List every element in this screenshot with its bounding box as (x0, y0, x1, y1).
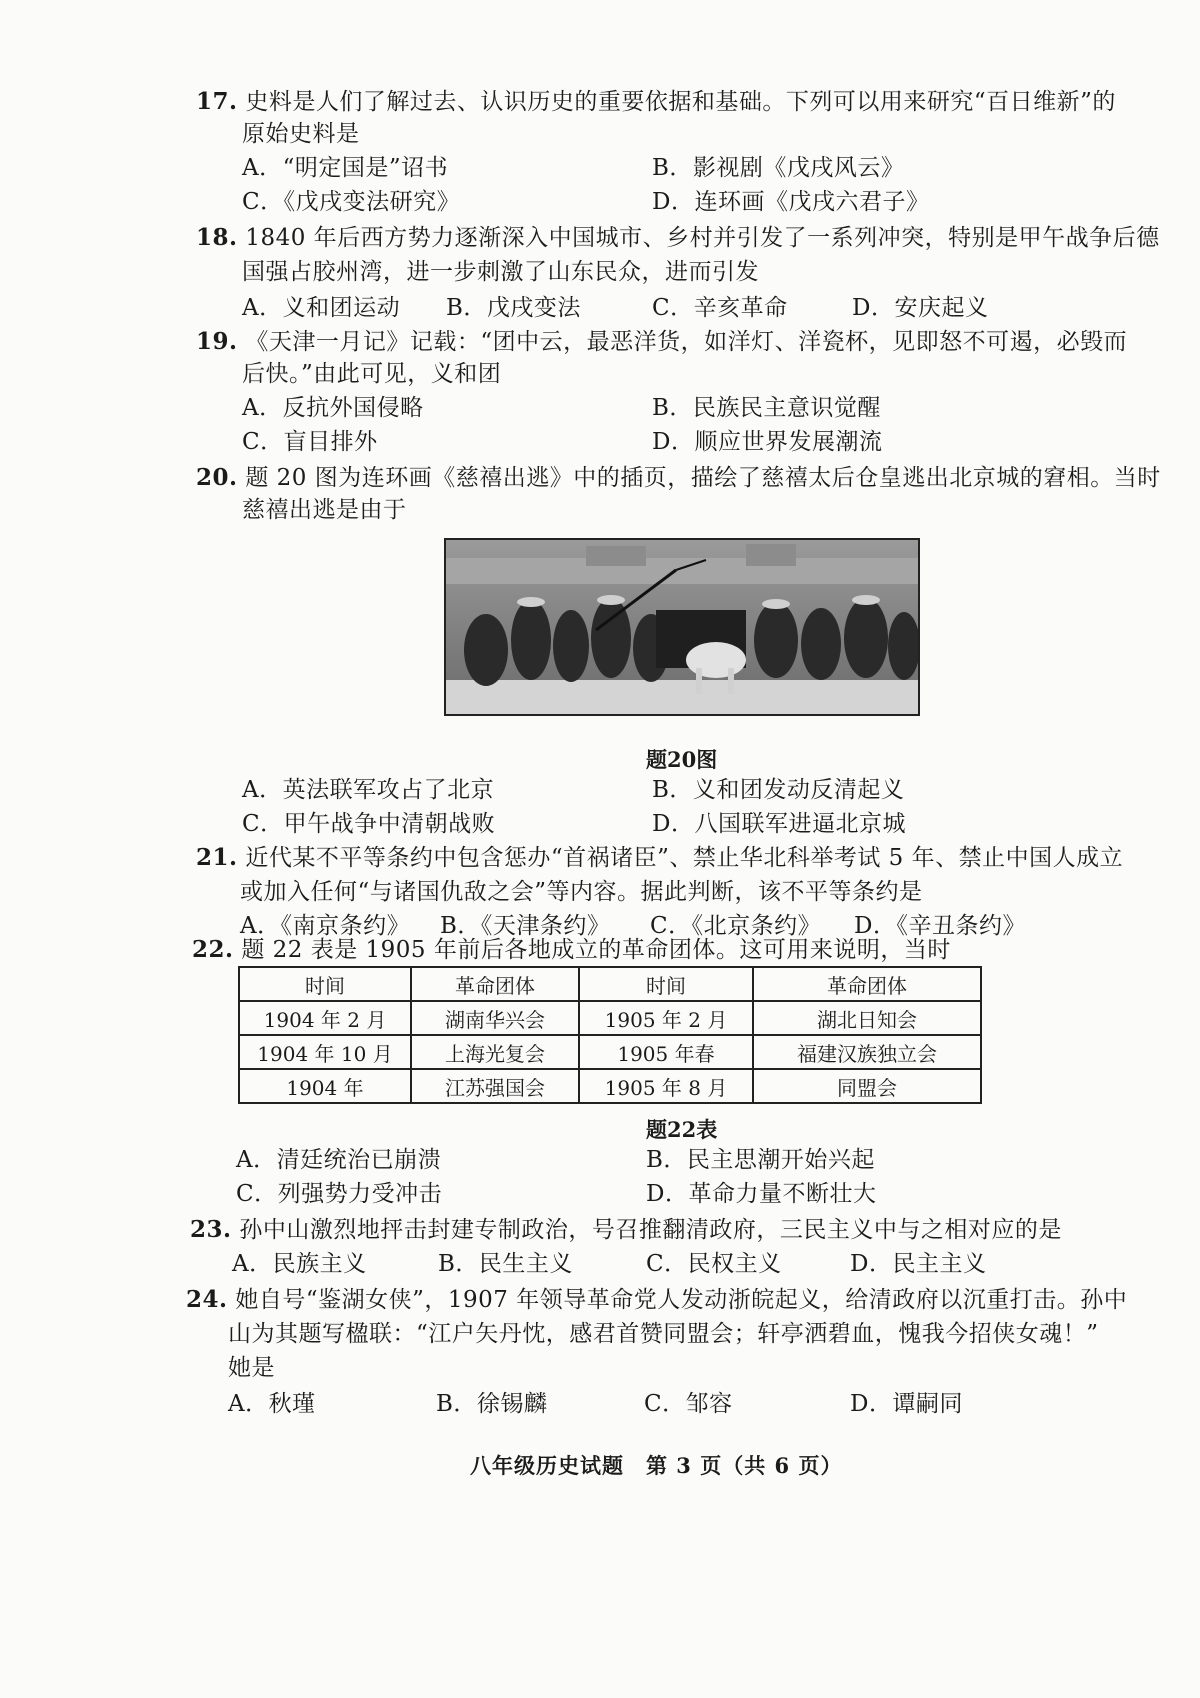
q20-stem-line1 (196, 462, 1161, 494)
q21-option-d: D．《辛丑条约》 (854, 913, 1026, 939)
q17-stem-line2: 原始史料是 (242, 121, 360, 147)
q17-stem-line1 (196, 86, 1116, 118)
q20-option-a: A．英法联军攻占了北京 (242, 777, 495, 803)
q21-option-b: B．《天津条约》 (440, 913, 611, 939)
q22-table-caption: 题22表 (646, 1117, 718, 1142)
table-cell: 同盟会 (753, 1069, 981, 1103)
q20-number: 20. (196, 464, 238, 491)
q24-stem-line1 (186, 1284, 1127, 1316)
q19-stem-line1 (196, 326, 1127, 358)
table-cell: 湖北日知会 (753, 1001, 981, 1035)
q21-stem-text-1: 近代某不平等条约中包含惩办“首祸诸臣”、禁止华北科举考试 5 年、禁止中国人成立 (245, 845, 1124, 871)
q24-stem-line2: 山为其题写楹联：“江户矢丹忱，感君首赞同盟会；轩亭洒碧血，愧我今招侠女魂！” (228, 1321, 1099, 1347)
table-cell: 福建汉族独立会 (753, 1035, 981, 1069)
q19-stem-text-1: 《天津一月记》记载：“团中云，最恶洋货，如洋灯、洋瓷杯，见即怒不可遏，必毁而 (245, 329, 1128, 355)
q18-option-c: C．辛亥革命 (652, 295, 788, 321)
q19-option-a: A．反抗外国侵略 (242, 395, 424, 421)
q21-stem-line2: 或加入任何“与诸国仇敌之会”等内容。据此判断，该不平等条约是 (240, 879, 923, 905)
q24-stem-text-1: 她自号“鉴湖女侠”，1907 年领导革命党人发动浙皖起义，给清政府以沉重打击。孙中 (235, 1287, 1128, 1313)
q22-stem-text-1: 题 22 表是 1905 年前后各地成立的革命团体。这可用来说明，当时 (241, 937, 951, 963)
q17-option-d: D．连环画《戊戌六君子》 (652, 189, 930, 215)
q17-option-b: B．影视剧《戊戌风云》 (652, 155, 905, 181)
q24-option-c: C．邹容 (644, 1391, 733, 1417)
q17-number: 17. (196, 88, 238, 115)
table-cell: 湖南华兴会 (411, 1001, 579, 1035)
empress-escape-illustration (446, 540, 918, 714)
q24-stem-line3: 她是 (228, 1355, 275, 1381)
q19-option-b: B．民族民主意识觉醒 (652, 395, 881, 421)
q18-option-a: A．义和团运动 (242, 295, 401, 321)
q21-option-a: A．《南京条约》 (240, 913, 411, 939)
table-header-row (239, 967, 981, 1001)
q20-option-d: D．八国联军进逼北京城 (652, 811, 906, 837)
q22-option-a: A．清廷统治已崩溃 (236, 1147, 442, 1173)
q18-option-d: D．安庆起义 (852, 295, 989, 321)
q18-stem-line2: 国强占胶州湾，进一步刺激了山东民众，进而引发 (242, 259, 759, 285)
table-cell: 1905 年春 (579, 1035, 753, 1069)
q23-option-d: D．民主主义 (850, 1251, 987, 1277)
table-header: 时间 (579, 967, 753, 1001)
q20-figure-caption: 题20图 (646, 747, 718, 772)
q23-stem-text-1: 孙中山激烈地抨击封建专制政治，号召推翻清政府，三民主义中与之相对应的是 (239, 1217, 1062, 1243)
q23-option-b: B．民生主义 (438, 1251, 573, 1277)
table-cell: 江苏强国会 (411, 1069, 579, 1103)
q20-option-c: C．甲午战争中清朝战败 (242, 811, 496, 837)
q24-option-d: D．谭嗣同 (850, 1391, 963, 1417)
page-footer: 八年级历史试题 第 3 页（共 6 页） (470, 1453, 843, 1478)
table-row (239, 1001, 981, 1035)
q17-option-a: A．“明定国是”诏书 (242, 155, 449, 181)
q19-number: 19. (196, 328, 238, 355)
table-cell: 1904 年 10 月 (239, 1035, 411, 1069)
q23-option-c: C．民权主义 (646, 1251, 782, 1277)
q18-stem-line1 (196, 222, 1160, 254)
q22-stem-line1 (192, 934, 951, 966)
q18-number: 18. (196, 224, 238, 251)
q20-stem-text-1: 题 20 图为连环画《慈禧出逃》中的插页，描绘了慈禧太后仓皇逃出北京城的窘相。当时 (245, 465, 1161, 491)
table-cell: 1904 年 (239, 1069, 411, 1103)
q22-option-c: C．列强势力受冲击 (236, 1181, 443, 1207)
table-header: 革命团体 (411, 967, 579, 1001)
q22-number: 22. (192, 936, 234, 963)
q22-option-b: B．民主思潮开始兴起 (646, 1147, 875, 1173)
q17-stem-text-1: 史料是人们了解过去、认识历史的重要依据和基础。下列可以用来研究“百日维新”的 (245, 89, 1116, 115)
q22-option-d: D．革命力量不断壮大 (646, 1181, 877, 1207)
q21-number: 21. (196, 844, 238, 871)
table-row (239, 1035, 981, 1069)
q19-option-c: C．盲目排外 (242, 429, 378, 455)
q23-stem-line1 (190, 1214, 1062, 1246)
q23-option-a: A．民族主义 (232, 1251, 367, 1277)
q24-option-b: B．徐锡麟 (436, 1391, 548, 1417)
table-cell: 1905 年 8 月 (579, 1069, 753, 1103)
q19-stem-line2: 后快。”由此可见，义和团 (242, 361, 502, 387)
q17-option-c: C．《戊戌变法研究》 (242, 189, 461, 215)
q19-option-d: D．顺应世界发展潮流 (652, 429, 883, 455)
q20-stem-line2: 慈禧出逃是由于 (242, 497, 407, 523)
q24-option-a: A．秋瑾 (228, 1391, 316, 1417)
q20-option-b: B．义和团发动反清起义 (652, 777, 905, 803)
table-cell: 上海光复会 (411, 1035, 579, 1069)
table-header: 时间 (239, 967, 411, 1001)
table-header: 革命团体 (753, 967, 981, 1001)
q23-number: 23. (190, 1216, 232, 1243)
q22-table (238, 966, 982, 1104)
table-cell: 1904 年 2 月 (239, 1001, 411, 1035)
q18-option-b: B．戊戌变法 (446, 295, 581, 321)
q20-illustration (444, 538, 920, 716)
table-cell: 1905 年 2 月 (579, 1001, 753, 1035)
q24-number: 24. (186, 1286, 228, 1313)
q21-option-c: C．《北京条约》 (650, 913, 822, 939)
q21-stem-line1 (196, 842, 1123, 874)
table-row (239, 1069, 981, 1103)
q18-stem-text-1: 1840 年后西方势力逐渐深入中国城市、乡村并引发了一系列冲突，特别是甲午战争后德 (245, 225, 1160, 251)
